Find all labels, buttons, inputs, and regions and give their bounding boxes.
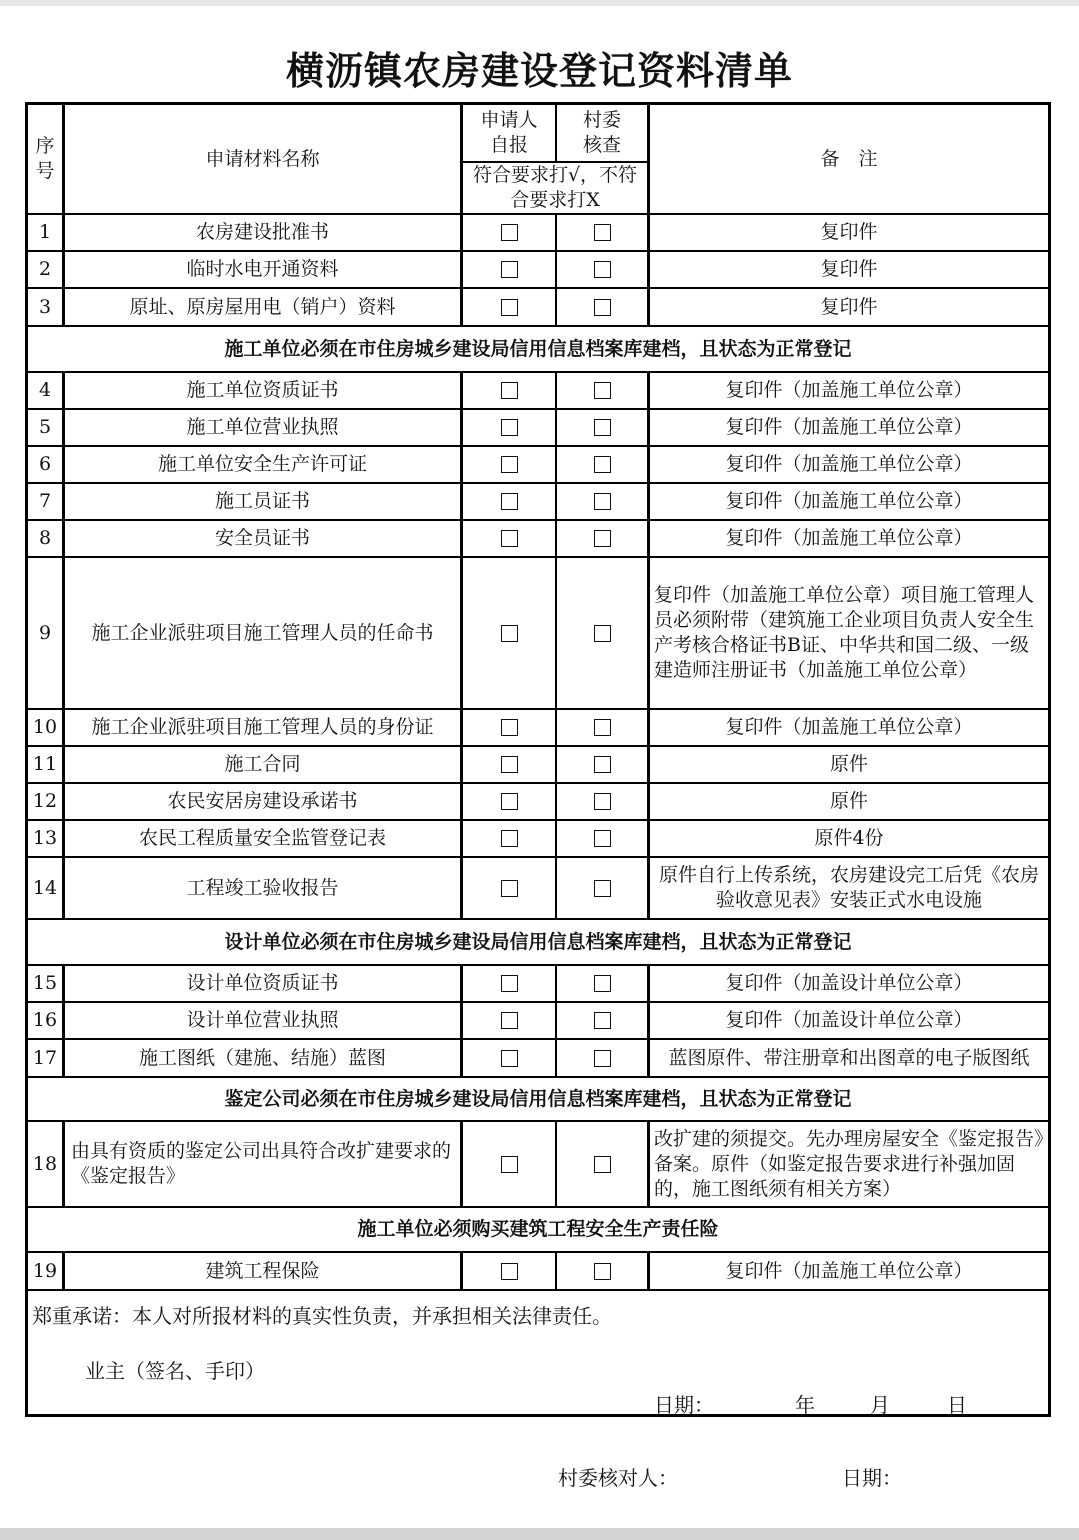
self-report-checkbox[interactable] [501,261,518,278]
table-row [28,747,1048,784]
row-number: 15 [28,966,65,1001]
row-number: 14 [28,858,65,918]
row-number: 13 [28,821,65,856]
self-report-checkbox[interactable] [501,756,518,773]
table-row [28,1040,1048,1078]
self-report-cell [463,1253,557,1289]
village-check-checkbox[interactable] [594,299,611,316]
village-check-checkbox[interactable] [594,419,611,436]
village-verifier-label: 村委核对人： [558,1466,678,1490]
self-report-checkbox[interactable] [501,299,518,316]
village-check-cell [557,747,650,782]
village-check-checkbox[interactable] [594,1156,611,1173]
remark: 复印件 [820,258,878,280]
self-report-checkbox[interactable] [501,830,518,847]
table-row [28,821,1048,858]
self-report-checkbox[interactable] [501,719,518,736]
self-report-cell [463,252,557,287]
remark: 复印件（加盖施工单位公章）项目施工管理人员必须附带（建筑施工企业项目负责人安全生产考核合格证书B证、中华共和国二级、一级建造师注册证书（加盖施工单位公章） [654,584,1035,681]
section-notice: 鉴定公司必须在市住房城乡建设局信用信息档案库建档，且状态为正常登记 [224,1087,852,1110]
row-number: 1 [28,215,65,250]
self-report-cell [463,447,557,482]
material-name: 施工合同 [65,747,463,782]
village-check-cell [557,558,650,708]
material-name: 临时水电开通资料 [65,252,463,287]
self-report-cell [463,1040,557,1076]
remark: 原件 [829,790,868,812]
self-report-checkbox[interactable] [501,625,518,642]
village-check-checkbox[interactable] [594,793,611,810]
remark: 复印件（加盖施工单位公章） [725,379,973,401]
self-report-checkbox[interactable] [501,382,518,399]
remark: 复印件（加盖设计单位公章） [725,972,973,994]
self-report-checkbox[interactable] [501,975,518,992]
village-check-cell [557,484,650,519]
table-row [28,1253,1048,1291]
self-report-cell [463,558,557,708]
material-name: 设计单位资质证书 [65,966,463,1001]
section-row [28,1208,1048,1253]
material-name: 施工企业派驻项目施工管理人员的身份证 [65,710,463,745]
village-check-cell [557,821,650,856]
self-report-cell [463,1122,557,1206]
pledge-date-label: 日期： [654,1393,714,1417]
self-report-checkbox[interactable] [501,793,518,810]
village-check-cell [557,215,650,250]
remark: 复印件（加盖施工单位公章） [725,716,973,738]
self-report-cell [463,410,557,445]
village-check-checkbox[interactable] [594,1263,611,1280]
table-row [28,447,1048,484]
table-row [28,410,1048,447]
material-name: 工程竣工验收报告 [65,858,463,918]
remark: 复印件（加盖设计单位公章） [725,1009,973,1031]
village-check-checkbox[interactable] [594,530,611,547]
material-name: 施工员证书 [65,484,463,519]
table-row [28,558,1048,710]
village-check-cell [557,966,650,1001]
header-name: 申请材料名称 [65,105,463,213]
village-check-cell [557,289,650,325]
village-check-cell [557,858,650,918]
material-name: 农民工程质量安全监管登记表 [65,821,463,856]
remark: 复印件 [820,295,878,318]
row-number: 17 [28,1040,65,1076]
row-number: 4 [28,373,65,408]
page-title: 横沥镇农房建设登记资料清单 [285,48,793,93]
village-check-cell [557,1003,650,1038]
row-number: 12 [28,784,65,819]
table-row [28,484,1048,521]
self-report-cell [463,784,557,819]
section-row [28,920,1048,966]
bottom-bar [0,1528,1079,1540]
village-check-cell [557,252,650,287]
material-name: 设计单位营业执照 [65,1003,463,1038]
table-row [28,784,1048,821]
remark: 复印件（加盖施工单位公章） [725,527,973,549]
footer-date-label: 日期： [842,1466,902,1490]
remark: 复印件（加盖施工单位公章） [725,490,973,512]
header-self-report: 申请人 自报 [463,105,557,161]
header-check-rule: 符合要求打√，不符合要求打X [463,161,650,213]
row-number: 10 [28,710,65,745]
material-name: 农民安居房建设承诺书 [65,784,463,819]
village-check-checkbox[interactable] [594,493,611,510]
table-row [28,858,1048,920]
material-name: 建筑工程保险 [65,1253,463,1289]
self-report-checkbox[interactable] [501,880,518,897]
self-report-cell [463,373,557,408]
village-check-checkbox[interactable] [594,1050,611,1067]
section-notice: 施工单位必须购买建筑工程安全生产责任险 [357,1218,719,1240]
row-number: 19 [28,1253,65,1289]
table-row [28,710,1048,747]
self-report-cell [463,966,557,1001]
self-report-checkbox[interactable] [501,419,518,436]
table-row [28,289,1048,327]
self-report-checkbox[interactable] [501,1263,518,1280]
village-check-checkbox[interactable] [594,382,611,399]
village-check-cell [557,1253,650,1289]
row-number: 7 [28,484,65,519]
row-number: 8 [28,521,65,556]
checklist-table [25,102,1051,1417]
village-check-checkbox[interactable] [594,830,611,847]
row-number: 2 [28,252,65,287]
self-report-checkbox[interactable] [501,493,518,510]
row-number: 9 [28,558,65,708]
self-report-checkbox[interactable] [501,1012,518,1029]
remark: 蓝图原件、带注册章和出图章的电子版图纸 [668,1046,1030,1069]
section-row [28,1078,1048,1122]
header-remark: 备 注 [820,147,878,170]
village-check-cell [557,521,650,556]
header-village-check: 村委 核查 [557,105,650,161]
remark: 原件自行上传系统，农房建设完工后凭《农房验收意见表》安装正式水电设施 [658,864,1039,911]
village-check-cell [557,784,650,819]
table-row [28,1122,1048,1208]
table-row [28,373,1048,410]
material-name: 农房建设批准书 [65,215,463,250]
self-report-checkbox[interactable] [501,1156,518,1173]
village-check-cell [557,1122,650,1206]
village-check-checkbox[interactable] [594,880,611,897]
village-check-checkbox[interactable] [594,1012,611,1029]
material-name: 安全员证书 [65,521,463,556]
row-number: 16 [28,1003,65,1038]
self-report-cell [463,289,557,325]
village-check-checkbox[interactable] [594,261,611,278]
remark: 复印件（加盖施工单位公章） [725,1259,973,1282]
village-check-cell [557,710,650,745]
table-header [28,105,1048,215]
material-name: 施工图纸（建施、结施）蓝图 [65,1040,463,1076]
row-number: 6 [28,447,65,482]
village-check-checkbox[interactable] [594,456,611,473]
material-name: 由具有资质的鉴定公司出具符合改扩建要求的《鉴定报告》 [65,1122,463,1206]
top-bar [0,0,1079,6]
self-report-cell [463,747,557,782]
remark: 复印件 [820,221,878,243]
village-check-cell [557,447,650,482]
row-number: 11 [28,747,65,782]
self-report-checkbox[interactable] [501,530,518,547]
section-notice: 设计单位必须在市住房城乡建设局信用信息档案库建档，且状态为正常登记 [224,930,852,953]
self-report-cell [463,1003,557,1038]
remark: 复印件（加盖施工单位公章） [725,453,973,475]
material-name: 施工单位资质证书 [65,373,463,408]
table-row [28,966,1048,1003]
self-report-cell [463,858,557,918]
remark: 原件 [829,753,868,775]
self-report-checkbox[interactable] [501,1050,518,1067]
self-report-cell [463,215,557,250]
table-row [28,1003,1048,1040]
self-report-cell [463,710,557,745]
village-check-checkbox[interactable] [594,224,611,241]
table-row [28,521,1048,558]
material-name: 施工单位安全生产许可证 [65,447,463,482]
village-check-checkbox[interactable] [594,756,611,773]
section-notice: 施工单位必须在市住房城乡建设局信用信息档案库建档，且状态为正常登记 [224,337,852,360]
material-name: 原址、原房屋用电（销户）资料 [65,289,463,325]
pledge-day: 日 [947,1393,967,1417]
remark: 原件4份 [814,827,884,849]
section-row [28,327,1048,373]
header-no: 序 号 [28,105,65,213]
village-check-checkbox[interactable] [594,975,611,992]
self-report-checkbox[interactable] [501,456,518,473]
village-check-checkbox[interactable] [594,625,611,642]
row-number: 3 [28,289,65,325]
self-report-checkbox[interactable] [501,224,518,241]
table-row [28,252,1048,289]
remark: 改扩建的须提交。先办理房屋安全《鉴定报告》备案。原件（如鉴定报告要求进行补强加固的，施工图纸须有相关方案） [654,1127,1044,1200]
pledge-year: 年 [795,1393,815,1417]
self-report-cell [463,521,557,556]
pledge-statement: 郑重承诺：本人对所报材料的真实性负责，并承担相关法律责任。 [32,1304,612,1328]
village-check-checkbox[interactable] [594,719,611,736]
owner-signature-label: 业主（签名、手印） [85,1359,265,1383]
village-check-cell [557,373,650,408]
remark: 复印件（加盖施工单位公章） [725,416,973,438]
table-row [28,215,1048,252]
village-check-cell [557,410,650,445]
row-number: 5 [28,410,65,445]
pledge-month: 月 [870,1393,890,1417]
self-report-cell [463,821,557,856]
material-name: 施工企业派驻项目施工管理人员的任命书 [65,558,463,708]
self-report-cell [463,484,557,519]
village-check-cell [557,1040,650,1076]
row-number: 18 [28,1122,65,1206]
material-name: 施工单位营业执照 [65,410,463,445]
